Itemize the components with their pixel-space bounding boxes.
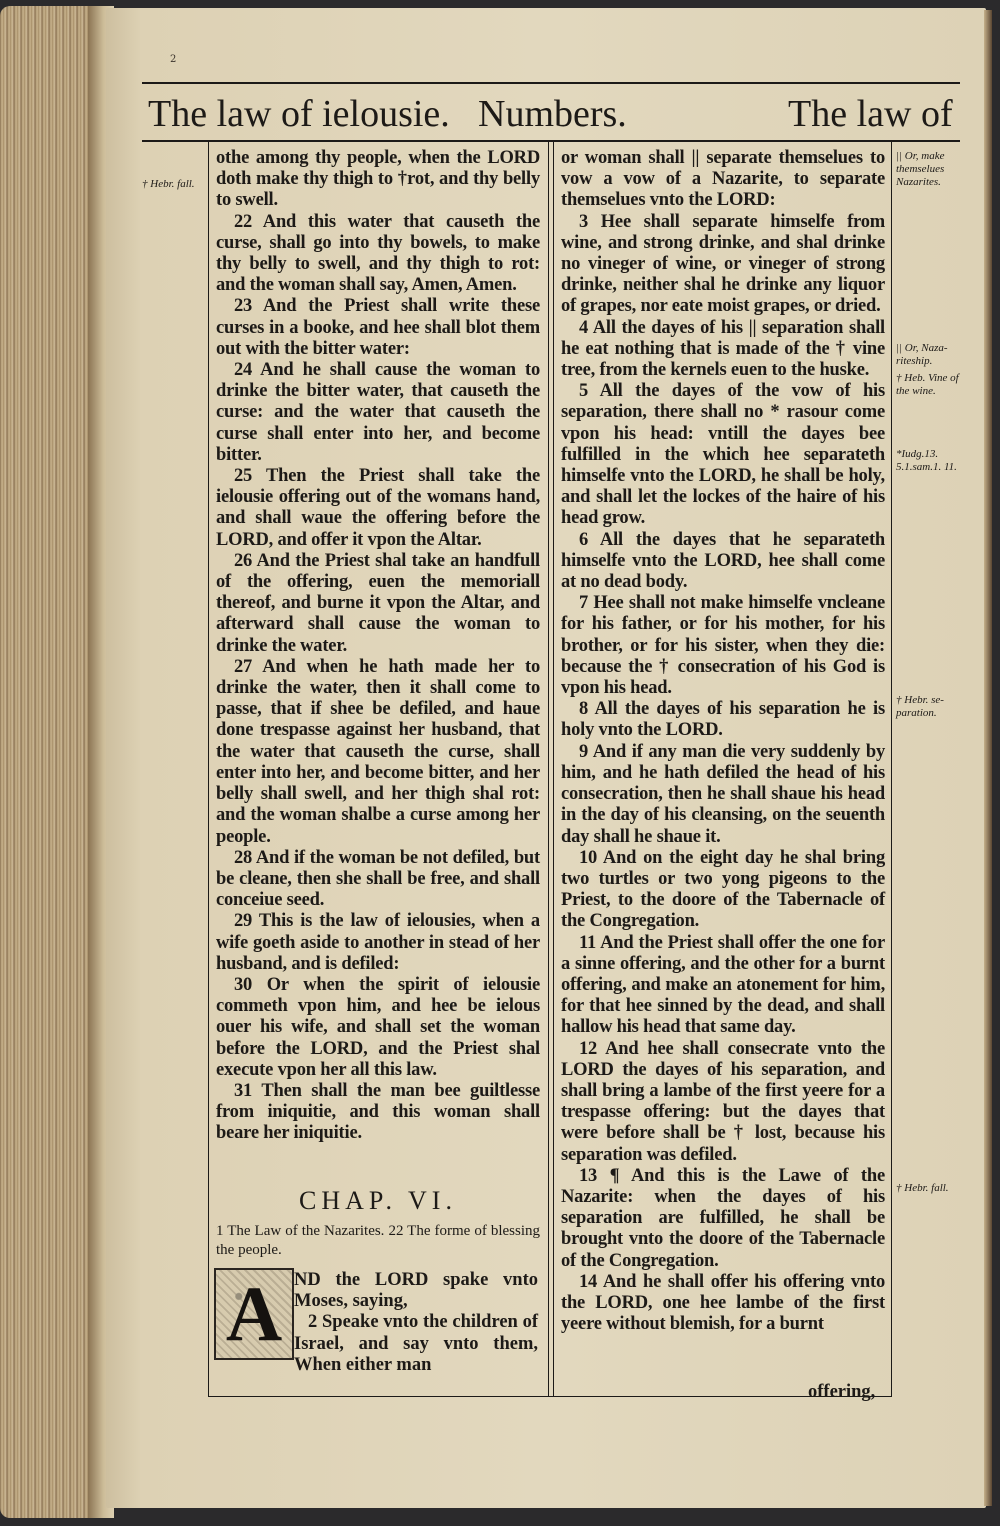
verse: 6 All the dayes that he separateth himselfe vnto the LORD, hee shall come at no dead body. (561, 529, 885, 593)
verse: 5 All the dayes of the vow of his separation, there shall no * rasour come vpon his head: vntill the dayes bee fulfilled in the which hee separateth himselfe vnto the LORD, he shall be holy, and shall let the lockes of the haire of his head grow. (561, 381, 885, 529)
decorated-initial (214, 1268, 294, 1360)
center-rule-a (548, 140, 549, 1396)
margin-note: † Hebr. fall. (896, 1182, 949, 1194)
verse: or woman shall || separate themselues to vow a vow of a Nazarite, to separate themselues vnto the LORD: (561, 148, 885, 211)
chapter-opening (294, 1270, 538, 1376)
verse: 26 And the Priest shal take an handfull of the offering, euen the memoriall thereof, and burne it vpon the Altar, and afterward shall cause the woman to drinke the water. (216, 550, 540, 656)
verse: 23 And the Priest shall write these curses in a booke, and hee shall blot them out with the bitter water: (216, 296, 540, 359)
verse: 25 Then the Priest shall take the ielousie offering out of the womans hand, and shall waue the offering before the LORD, and offer it vpon the Altar. (216, 466, 540, 550)
verse: 10 And on the eight day he shal bring two turtles or two yong pigeons to the Priest, to the doore of the Tabernacle of the Congregation. (561, 847, 885, 932)
page-stack-edge (0, 6, 100, 1518)
verse: ND the LORD spake vnto Moses, saying, (294, 1270, 538, 1312)
margin-note: || Or, Naza-riteship. (896, 342, 948, 367)
drop-cap-letter: A (216, 1270, 292, 1358)
verse: 14 And he shall offer his offering vnto the LORD, one hee lambe of the first yeere without blemish, for a burnt (561, 1271, 885, 1335)
verse: 3 Hee shall separate himselfe from wine, and strong drinke, and shal drinke no vineger of wine, or vineger of strong drinke, neither shal he drinke any liquor of grapes, nor eate moist grapes, or dried. (561, 211, 885, 317)
margin-note: † Hebr. se-paration. (896, 694, 944, 719)
verse: 4 All the dayes of his || separation shall he eat nothing that is made of the † vine tree, from the kernels euen to the huske. (561, 317, 885, 381)
top-rule (142, 82, 960, 84)
verse: 8 All the dayes of his separation he is holy vnto the LORD. (561, 699, 885, 741)
margin-note: † Heb. Vine of the wine. (896, 372, 959, 397)
right-margin-rule (891, 140, 892, 1396)
center-rule-b (553, 140, 554, 1396)
chapter-summary: 1 The Law of the Nazarites. 22 The forme of blessing the people. (216, 1223, 540, 1258)
verse: 2 Speake vnto the children of Israel, and say vnto them, When either man (294, 1312, 538, 1375)
verse: 7 Hee shall not make himselfe vncleane for his father, or for his mother, for his brother, or for his sister, when they die: because the † consecration of his God is vpon his head. (561, 593, 885, 699)
left-text-column (216, 148, 540, 1145)
margin-note: † Hebr. fall. (142, 178, 195, 190)
verse: 31 Then shall the man bee guiltlesse from iniquitie, and this woman shall beare her iniquitie. (216, 1080, 540, 1144)
header-rule (142, 140, 960, 142)
verse: 11 And the Priest shall offer the one for a sinne offering, and the other for a burnt offering, and make an atonement for him, for that hee sinned by the dead, and shall hallow his head that same day. (561, 932, 885, 1038)
verse: 22 And this water that causeth the curse, shall go into thy bowels, to make thy belly to swell, and thy thigh to rot: and the woman shall say, Amen, Amen. (216, 211, 540, 296)
margin-note: *Iudg.13. 5.1.sam.1. 11. (896, 448, 957, 473)
catchword: offering, (808, 1382, 876, 1402)
verse: 9 And if any man die very suddenly by him, and he hath defiled the head of his consecration, then he shall shaue his head in the day of his cleansing, on the seuenth day shall he shaue it. (561, 741, 885, 847)
margin-note: || Or, make themselues Nazarites. (896, 150, 945, 188)
running-head-book: Numbers. (478, 93, 627, 135)
verse: othe among thy people, when the LORD doth make thy thigh to †rot, and thy belly to swell. (216, 148, 540, 211)
verse: 27 And when he hath made her to drinke the water, then it shall come to passe, that if shee be defiled, and haue done trespasse against her husband, that the water that causeth the curse, shall enter into her, and become bitter, and her belly shall swell, and her thigh shal rot: and the woman shalbe a curse among her people. (216, 656, 540, 847)
verse: 30 Or when the spirit of ielousie commeth vpon him, and hee be ielous ouer his wife, and shall set the woman before the LORD, and the Priest shal execute vpon her all this law. (216, 974, 540, 1080)
chapter-heading: CHAP. VI. (299, 1186, 457, 1215)
running-head-right: The law of (788, 93, 953, 135)
verse: 12 And hee shall consecrate vnto the LORD the dayes of his separation, and shall bring a lambe of the first yeere for a trespasse offering: but the dayes that were before shall be † lost, because his separation was defiled. (561, 1038, 885, 1165)
page-right-edge (984, 10, 992, 1506)
running-head-left: The law of ielousie. (148, 93, 450, 135)
verse: 29 This is the law of ielousies, when a wife goeth aside to another in stead of her husband, and is defiled: (216, 911, 540, 974)
verse: 28 And if the woman be not defiled, but be cleane, then she shall be free, and shall conceiue seed. (216, 847, 540, 911)
left-margin-rule (208, 140, 209, 1396)
verse: 13 ¶ And this is the Lawe of the Nazarite: when the dayes of his separation are fulfilled, he shall be brought vnto the doore of the Tabernacle of the Congregation. (561, 1165, 885, 1271)
bottom-rule (208, 1396, 892, 1397)
right-text-column (561, 148, 885, 1335)
corner-mark: 2 (170, 54, 177, 65)
verse: 24 And he shall cause the woman to drinke the bitter water, that causeth the curse: and the water that causeth the curse shall enter into her, and become bitter. (216, 360, 540, 465)
